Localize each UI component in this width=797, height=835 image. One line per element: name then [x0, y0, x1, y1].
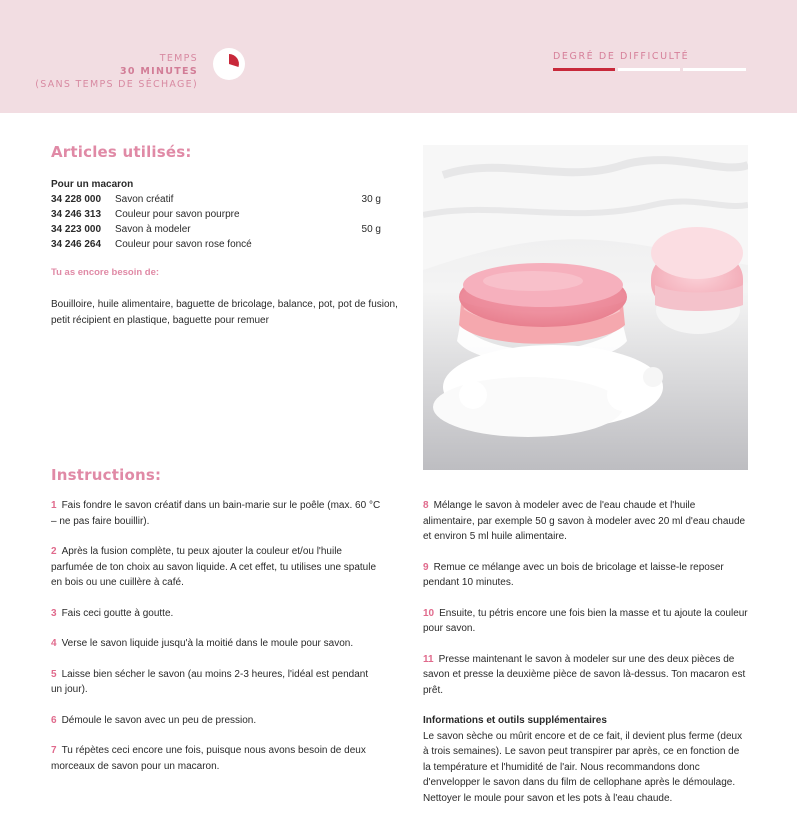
- step-item: [423, 652, 748, 699]
- step-text: Laisse bien sécher le savon (au moins 2-3 heures, l'idéal est pendant un jour).: [51, 668, 369, 695]
- step-item: [51, 636, 381, 652]
- instructions-heading: Instructions:: [51, 466, 162, 484]
- page-header: [0, 0, 797, 113]
- step-text: Après la fusion complète, tu peux ajouter la couleur et/ou l'huile parfumée de ton choix au savon liquide. A cet effet, tu utilises une spatule en bois ou une cuillère à café.: [51, 546, 377, 588]
- step-text: Démoule le savon avec un peu de pression.: [61, 714, 257, 726]
- step-number: 5: [51, 668, 57, 680]
- step-item: [51, 743, 381, 774]
- step-text: Tu répètes ceci encore une fois, puisque nous avons besoin de deux morceaux de savon pour un macaron.: [51, 745, 366, 772]
- time-note: (SANS TEMPS DE SÉCHAGE): [35, 79, 198, 90]
- material-name: Savon à modeler: [115, 224, 191, 235]
- step-number: 4: [51, 638, 57, 649]
- step-item: [51, 544, 381, 591]
- step-number: 10: [423, 607, 435, 619]
- time-label: TEMPS: [159, 53, 198, 64]
- step-text: Verse le savon liquide jusqu'à la moitié dans le moule pour savon.: [61, 638, 354, 649]
- material-qty: 30 g: [361, 194, 381, 205]
- need-label: Tu as encore besoin de:: [51, 267, 160, 278]
- material-number: 34 223 000: [51, 224, 102, 235]
- step-text: Ensuite, tu pétris encore une fois bien la masse et tu ajoute la couleur pour savon.: [423, 607, 748, 634]
- info-title: Informations et outils supplémentaires: [423, 715, 607, 726]
- material-row: [51, 207, 381, 222]
- material-qty: 50 g: [361, 224, 381, 235]
- steps-right: [423, 498, 748, 806]
- materials-heading: Articles utilisés:: [51, 143, 192, 161]
- step-item: [51, 667, 381, 698]
- step-number: 7: [51, 745, 57, 756]
- info-text: Le savon sèche ou mûrit encore et de ce fait, il devient plus ferme (deux à trois semaines). Le savon peut transpirer par après, ce en fonction de la température et l'humidité de l'air. Nous recommandons donc d'envelopper le savon dans du film de cellophane après le démoulage. Nettoyer le moule pour savon et les pots à l'eau chaude.: [423, 730, 743, 804]
- difficulty-bar-2: [618, 68, 680, 71]
- time-info: [35, 52, 198, 91]
- material-name: Couleur pour savon pourpre: [115, 209, 240, 220]
- material-qty: [351, 237, 381, 252]
- material-row: [51, 237, 381, 252]
- step-text: Remue ce mélange avec un bois de bricolage et laisse-le reposer pendant 10 minutes.: [423, 561, 724, 588]
- soap-macaron-photo: [423, 145, 748, 470]
- step-text: Mélange le savon à modeler avec de l'eau chaude et l'huile alimentaire, par exemple 50 g savon à modeler avec 20 ml d'eau chaude et environ 5 ml huile alimentaire.: [423, 500, 746, 542]
- step-number: 2: [51, 546, 57, 557]
- material-row: [51, 192, 381, 207]
- time-value: 30 MINUTES: [120, 66, 198, 77]
- step-number: 6: [51, 714, 57, 726]
- step-item: [423, 560, 748, 591]
- material-name: Savon créatif: [115, 194, 174, 205]
- difficulty-label: DEGRÉ DE DIFFICULTÉ: [553, 51, 690, 62]
- step-item: [423, 498, 748, 545]
- materials-subheading: Pour un macaron: [51, 179, 134, 190]
- materials-table: [51, 177, 381, 252]
- step-text: Presse maintenant le savon à modeler sur une des deux pièces de savon et presse la deuxième pièce de savon là-dessus. Ton macaron est prêt.: [423, 653, 746, 696]
- difficulty-bar-1: [553, 68, 615, 71]
- step-number: 8: [423, 500, 429, 511]
- difficulty-bar-3: [683, 68, 746, 71]
- step-text: Fais fondre le savon créatif dans un bain-marie sur le poêle (max. 60 °C – ne pas faire bouillir).: [51, 500, 381, 527]
- material-number: 34 246 264: [51, 239, 102, 250]
- material-number: 34 228 000: [51, 194, 102, 205]
- material-row: [51, 222, 381, 237]
- material-qty: [351, 207, 381, 222]
- step-number: 3: [51, 607, 57, 619]
- clock-icon: [213, 48, 245, 80]
- need-text: Bouilloire, huile alimentaire, baguette de bricolage, balance, pot, pot de fusion, petit récipient en plastique, baguette pour remuer: [51, 299, 398, 326]
- step-number: 1: [51, 500, 57, 511]
- steps-left: [51, 498, 381, 789]
- step-item: [51, 498, 381, 529]
- step-item: [51, 606, 381, 622]
- material-name: Couleur pour savon rose foncé: [115, 239, 252, 250]
- step-number: 9: [423, 561, 429, 573]
- step-text: Fais ceci goutte à goutte.: [61, 607, 174, 619]
- step-item: [51, 713, 381, 729]
- material-number: 34 246 313: [51, 209, 102, 220]
- step-item: [423, 606, 748, 637]
- step-number: 11: [423, 653, 434, 665]
